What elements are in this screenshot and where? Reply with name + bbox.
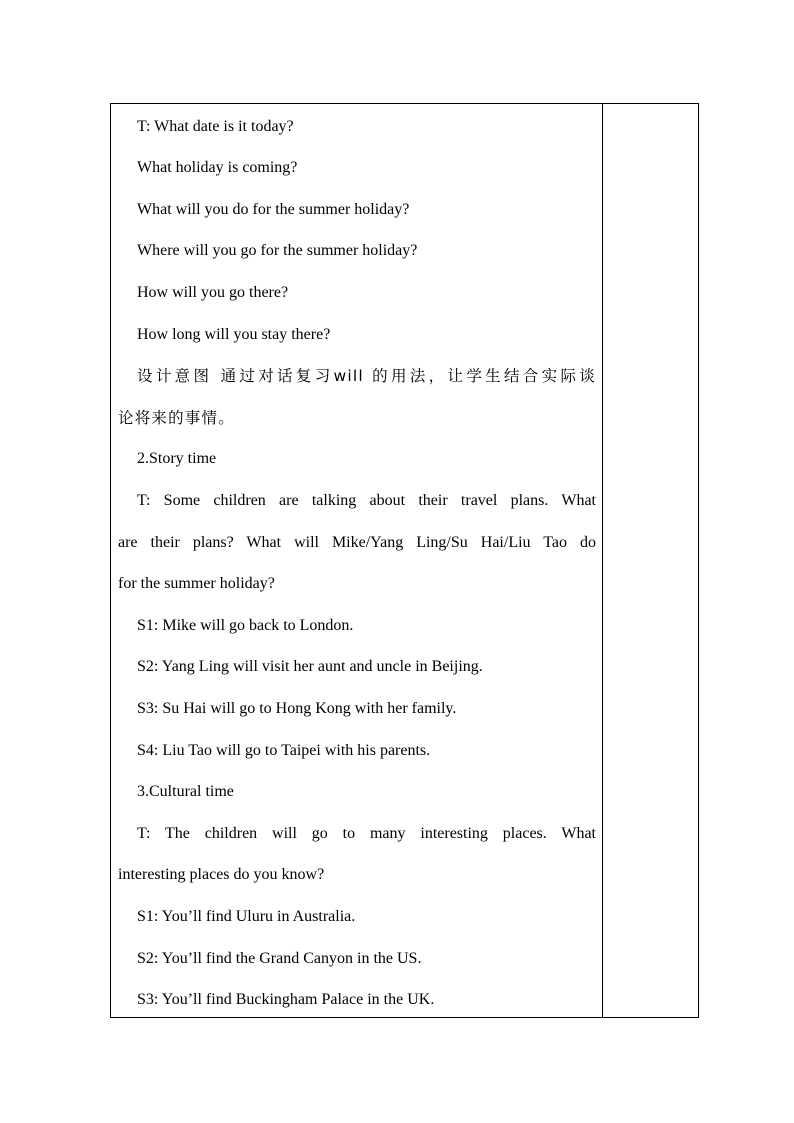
text-line: for the summer holiday? [118, 575, 275, 592]
text-line: interesting places do you know? [118, 866, 325, 883]
text-line: T: The children will go to many interesting places. What [137, 825, 596, 842]
section-heading: 3.Cultural time [137, 783, 234, 800]
text-line: How will you go there? [137, 284, 289, 301]
text-line: S4: Liu Tao will go to Taipei with his parents. [137, 742, 431, 759]
text-line: S2: You’ll find the Grand Canyon in the US. [137, 950, 422, 967]
text-line: T: What date is it today? [137, 118, 294, 135]
text-line: S2: Yang Ling will visit her aunt and uncle in Beijing. [137, 658, 483, 675]
text-line: S3: Su Hai will go to Hong Kong with her family. [137, 700, 457, 717]
design-intent-line: 论将来的事情。 [118, 409, 235, 427]
text-line: are their plans? What will Mike/Yang Ling/Su Hai/Liu Tao do [118, 534, 596, 551]
text-line: S1: Mike will go back to London. [137, 617, 354, 634]
design-intent-line: 设计意图 通过对话复习will 的用法，让学生结合实际谈 [137, 367, 596, 385]
text-line: S3: You’ll find Buckingham Palace in the UK. [137, 991, 435, 1008]
text-line: How long will you stay there? [137, 326, 331, 343]
section-heading: 2.Story time [137, 450, 217, 467]
lesson-content-cell [111, 104, 602, 1017]
notes-cell [603, 104, 698, 1017]
text-line: T: Some children are talking about their travel plans. What [137, 492, 596, 509]
text-line: What holiday is coming? [137, 159, 298, 176]
text-line: What will you do for the summer holiday? [137, 201, 410, 218]
text-line: Where will you go for the summer holiday? [137, 242, 418, 259]
lesson-table [110, 103, 699, 1018]
text-line: S1: You’ll find Uluru in Australia. [137, 908, 356, 925]
